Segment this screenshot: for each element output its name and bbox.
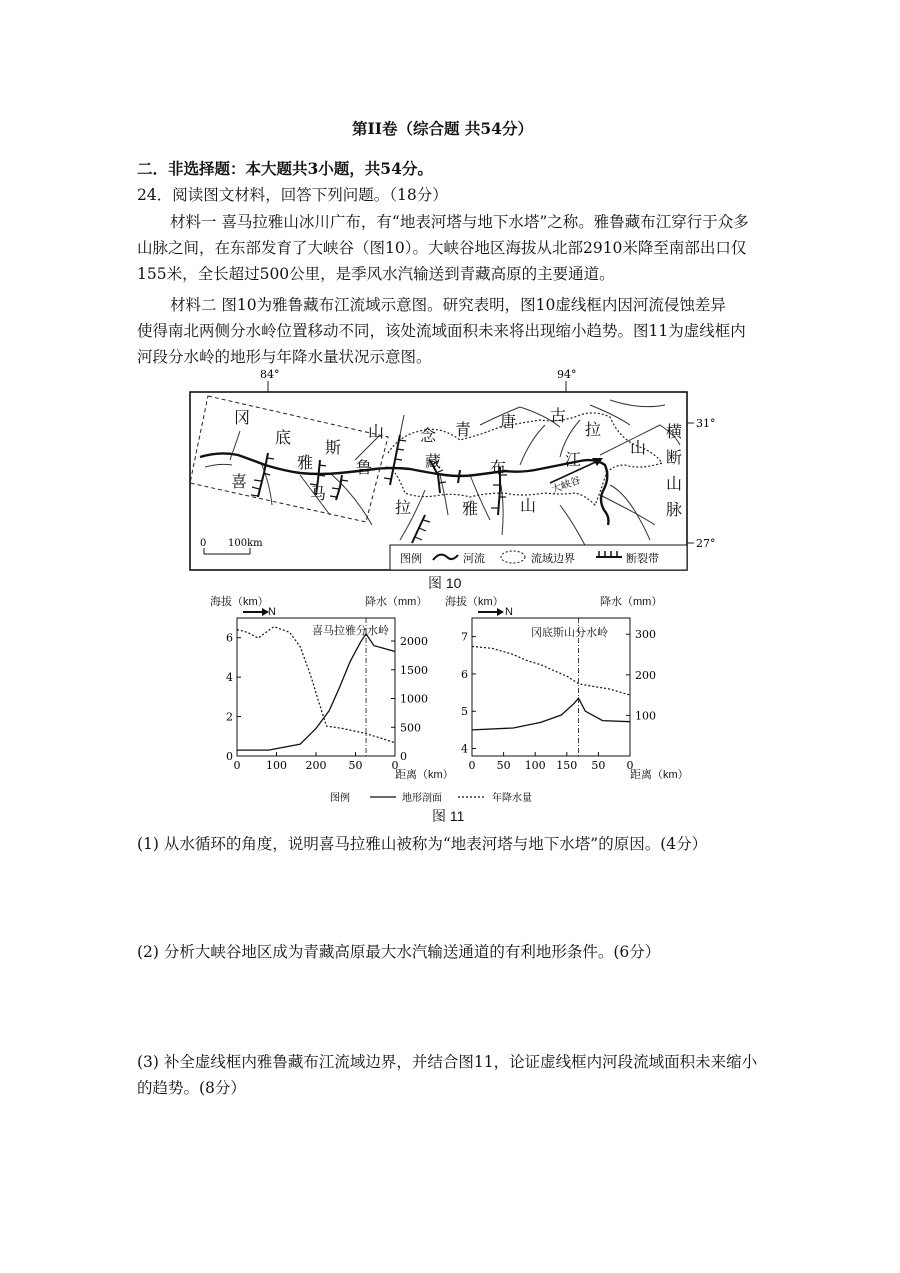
chart1-xlabel: 距离（km） bbox=[395, 769, 454, 781]
x-tick-label-4: 50 bbox=[591, 759, 606, 772]
y2-tick-label-0: 100 bbox=[635, 709, 656, 723]
material-2-line-3: 河段分水岭的地形与年降水量状况示意图。 bbox=[137, 348, 432, 366]
sub-question-2: (2) 分析大峡谷地区成为青藏高原最大水汽输送通道的有利地形条件。(6分） bbox=[137, 943, 661, 961]
map-label-ma: 马 bbox=[310, 484, 327, 503]
scale-100km: 100km bbox=[228, 538, 263, 549]
lon-94-label: 94° bbox=[557, 368, 577, 381]
legend-title: 图例 bbox=[400, 553, 422, 565]
y-tick-label-2: 6 bbox=[461, 667, 468, 681]
chart2-xlabel: 距离（km） bbox=[630, 769, 689, 781]
chart1-title: 喜马拉雅分水岭 bbox=[312, 625, 389, 637]
fig11-legend-rain: 年降水量 bbox=[492, 793, 532, 804]
x-tick-label-4: 0 bbox=[391, 759, 399, 772]
x-tick-label-2: 200 bbox=[305, 759, 327, 772]
figure-10-map bbox=[0, 365, 900, 595]
map-label-grand-canyon: 大峡谷 bbox=[550, 475, 583, 496]
fault-belts bbox=[258, 435, 500, 543]
chart2-title: 冈底斯山分水岭 bbox=[531, 627, 608, 639]
x-tick-label-2: 100 bbox=[524, 759, 546, 772]
fault-ticks bbox=[251, 440, 507, 540]
lat-31-label: 31° bbox=[696, 417, 716, 430]
map-label-la-1: 拉 bbox=[585, 420, 602, 439]
map-label-tang: 唐 bbox=[500, 412, 517, 431]
figure-11-legend bbox=[330, 789, 630, 805]
y2-tick-label-4: 2000 bbox=[400, 635, 428, 648]
y2-tick-label-0: 0 bbox=[400, 750, 407, 763]
scale-zero: 0 bbox=[200, 538, 207, 549]
tributaries bbox=[205, 400, 683, 555]
x-tick-label-1: 100 bbox=[266, 759, 287, 772]
y-tick-label-0: 4 bbox=[461, 742, 468, 756]
map-label-la-2: 拉 bbox=[395, 498, 412, 517]
fig11-legend-title: 图例 bbox=[330, 793, 350, 804]
chart2-ylabel: 海拔（km） bbox=[445, 596, 504, 608]
x-tick-label-0: 0 bbox=[468, 759, 476, 772]
material-2-line-1: 材料二 图10为雅鲁藏布江流域示意图。研究表明，图10虚线框内因河流侵蚀差异 bbox=[170, 296, 726, 314]
map-label-duan: 断 bbox=[666, 448, 683, 467]
map-label-gang: 冈 bbox=[234, 408, 251, 427]
section-title: 第II卷（综合题 共54分） bbox=[352, 119, 533, 138]
chart2-north: N bbox=[505, 606, 513, 618]
map-label-nian: 念 bbox=[420, 426, 437, 445]
material-1-line-3: 155米，全长超过500公里，是季风水汽输送到青藏高原的主要通道。 bbox=[137, 265, 615, 283]
series-terrain-line bbox=[472, 698, 630, 730]
figure-11-caption: 图 11 bbox=[432, 808, 465, 824]
map-label-ya-1: 雅 bbox=[297, 453, 314, 472]
y2-tick-label-1: 200 bbox=[635, 668, 656, 682]
y2-tick-label-2: 1000 bbox=[400, 692, 428, 706]
y-tick-label-1: 5 bbox=[461, 705, 468, 719]
y-tick-label-1: 2 bbox=[226, 710, 233, 724]
sub-question-3-line-1: (3) 补全虚线框内雅鲁藏布江流域边界，并结合图11，论证虚线框内河段流域面积未来缩小 bbox=[137, 1053, 758, 1071]
y-tick-label-3: 6 bbox=[226, 631, 233, 645]
map-label-si: 斯 bbox=[325, 438, 342, 457]
map-label-shan-3: 山 bbox=[666, 474, 683, 493]
y2-tick-label-2: 300 bbox=[635, 628, 656, 642]
map-label-mai: 脉 bbox=[666, 500, 683, 519]
material-1-line-1: 材料一 喜马拉雅山冰川广布，有“地表河塔与地下水塔”之称。雅鲁藏布江穿行于众多 bbox=[170, 213, 749, 231]
legend-fault: 断裂带 bbox=[626, 553, 659, 565]
scale-bar bbox=[200, 538, 263, 554]
x-tick-label-0: 0 bbox=[233, 759, 241, 772]
map-label-qing: 青 bbox=[455, 420, 472, 439]
map-label-lu: 鲁 bbox=[356, 458, 373, 477]
material-1-line-2: 山脉之间，在东部发育了大峡谷（图10）。大峡谷地区海拔从北部2910米降至南部出口仅 bbox=[137, 239, 747, 257]
lon-84-label: 84° bbox=[260, 368, 280, 381]
chart1-ylabel: 海拔（km） bbox=[210, 596, 269, 608]
x-tick-label-3: 150 bbox=[556, 759, 578, 772]
sub-question-3-line-2: 的趋势。(8分） bbox=[137, 1079, 246, 1097]
legend-boundary: 流域边界 bbox=[531, 553, 575, 565]
sub-question-1: (1) 从水循环的角度，说明喜马拉雅山被称为“地表河塔与地下水塔”的原因。(4分） bbox=[137, 835, 708, 853]
map-label-bu: 布 bbox=[490, 458, 507, 477]
legend-river: 河流 bbox=[463, 553, 485, 565]
series-rainfall-line bbox=[237, 627, 395, 743]
fig11-legend-terrain: 地形剖面 bbox=[402, 793, 442, 804]
question-24: 24．阅读图文材料，回答下列问题。（18分） bbox=[137, 186, 448, 204]
lat-27-label: 27° bbox=[696, 537, 716, 550]
chart1-y2label: 降水（mm） bbox=[365, 596, 428, 608]
map-label-zang: 藏 bbox=[425, 452, 442, 471]
chart-plot-frame bbox=[237, 618, 395, 756]
north-arrow-head bbox=[497, 608, 504, 616]
map-label-shan-2: 山 bbox=[630, 438, 647, 457]
y-tick-label-3: 7 bbox=[461, 630, 468, 644]
chart1-north: N bbox=[268, 606, 276, 618]
map-label-ya-2: 雅 bbox=[462, 499, 479, 518]
map-legend bbox=[390, 545, 687, 570]
y-tick-label-2: 4 bbox=[226, 671, 233, 685]
map-label-shan-4: 山 bbox=[520, 496, 537, 515]
map-label-gu: 古 bbox=[550, 406, 567, 425]
chart-gangdise-divide bbox=[445, 590, 655, 790]
chart2-y2label: 降水（mm） bbox=[600, 596, 663, 608]
series-rainfall-line bbox=[472, 646, 630, 695]
map-label-shan-1: 山 bbox=[368, 422, 385, 441]
y2-tick-label-1: 500 bbox=[400, 721, 421, 735]
figure-10-caption: 图 10 bbox=[428, 575, 462, 591]
x-tick-label-3: 50 bbox=[348, 759, 363, 772]
map-label-di: 底 bbox=[275, 428, 292, 447]
material-2-line-2: 使得南北两侧分水岭位置移动不同，该处流域面积未来将出现缩小趋势。图11为虚线框内 bbox=[137, 322, 746, 340]
y-tick-label-0: 0 bbox=[226, 750, 233, 763]
y2-tick-label-3: 1500 bbox=[400, 663, 428, 677]
part-heading: 二．非选择题：本大题共3小题，共54分。 bbox=[137, 159, 433, 178]
map-label-heng: 横 bbox=[666, 422, 683, 441]
x-tick-label-5: 0 bbox=[626, 759, 634, 772]
map-label-jiang: 江 bbox=[565, 450, 582, 469]
map-label-xi: 喜 bbox=[231, 472, 248, 491]
x-tick-label-1: 50 bbox=[496, 759, 511, 772]
